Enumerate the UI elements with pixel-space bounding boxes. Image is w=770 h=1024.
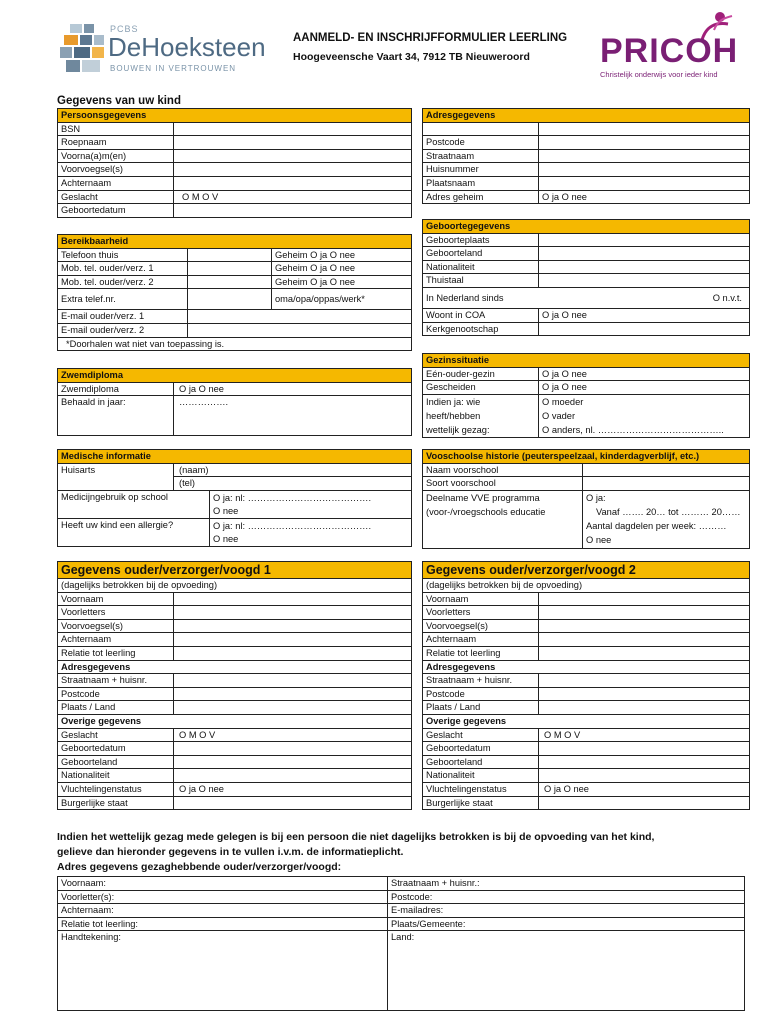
huisarts-spacer [58, 477, 174, 491]
ouder2-field-postcode[interactable] [539, 687, 750, 701]
field-achternaam[interactable] [174, 176, 412, 190]
adres-header: Adresgegevens [423, 109, 750, 123]
label-huisarts: Huisarts [58, 463, 174, 477]
vve-nee[interactable]: O nee [586, 534, 612, 545]
label-allergie: Heeft uw kind een allergie? [58, 518, 210, 546]
ouder1-field-voornaam[interactable] [174, 592, 412, 606]
allergie-nee[interactable]: O nee [213, 533, 239, 544]
gezag-line-1: Indien ja: wie [426, 396, 481, 407]
field-nationaliteit[interactable] [539, 260, 750, 274]
ouder2-label-geboortedatum: Geboortedatum [423, 742, 539, 756]
ouder1-field-burger[interactable] [174, 796, 412, 810]
label-roepnaam: Roepnaam [58, 136, 174, 150]
pricoh-name: PRICOH [600, 32, 739, 70]
gezag-voornaam[interactable]: Voornaam: [58, 877, 388, 891]
ouder2-label-burger: Burgerlijke staat [423, 796, 539, 810]
gezin-header: Gezinssituatie [423, 354, 750, 368]
label-voornamen: Voorna(a)m(en) [58, 149, 174, 163]
label-nederland-sinds: In Nederland sinds [426, 292, 504, 303]
gezag-options[interactable] [539, 394, 750, 437]
ouder1-label-voorvoegsel: Voorvoegsel(s) [58, 619, 174, 633]
ouder2-label-voorletters: Voorletters [423, 606, 539, 620]
field-geboortedatum[interactable] [174, 204, 412, 218]
ouder1-field-straat[interactable] [174, 674, 412, 688]
label-geslacht: Geslacht [58, 190, 174, 204]
voorschool-table [422, 449, 750, 549]
ouder1-label-straat: Straatnaam + huisnr. [58, 674, 174, 688]
gezag-vader[interactable]: O vader [542, 410, 576, 421]
gezag-anders[interactable]: O anders, nl. ………………………………….. [542, 424, 724, 435]
ouder1-field-achternaam[interactable] [174, 633, 412, 647]
ouder2-field-geboortedatum[interactable] [539, 742, 750, 756]
field-mob-2[interactable] [188, 275, 272, 289]
zwem-options[interactable]: O ja O nee [174, 382, 412, 396]
ouder2-adres-heading: Adresgegevens [423, 660, 750, 674]
logo-pricoh [598, 10, 748, 80]
ouder1-field-voorletters[interactable] [174, 606, 412, 620]
label-mob-1: Mob. tel. ouder/verz. 1 [58, 262, 188, 276]
logo-small-text: PCBS [110, 24, 139, 34]
gezag-line-3: wettelijk gezag: [426, 424, 490, 435]
zwemdiploma-table [57, 368, 412, 436]
label-soort-voorschool: Soort voorschool [423, 477, 583, 491]
label-mob-2: Mob. tel. ouder/verz. 2 [58, 275, 188, 289]
field-soort-voorschool[interactable] [583, 477, 750, 491]
zwem-header: Zwemdiploma [58, 369, 412, 383]
gezag-plaats[interactable]: Plaats/Gemeente: [388, 917, 745, 931]
ouder2-label-nationaliteit: Nationaliteit [423, 769, 539, 783]
persoon-header: Persoonsgegevens [58, 109, 412, 123]
field-thuistaal[interactable] [539, 274, 750, 288]
coa-options[interactable]: O ja O nee [539, 308, 750, 322]
vve-options[interactable] [583, 490, 750, 548]
ouder1-gender-options[interactable]: O M O V [174, 728, 412, 742]
label-extra-telefoon: Extra telef.nr. [58, 289, 188, 310]
ouder1-field-postcode[interactable] [174, 687, 412, 701]
geboorte-header: Geboortegegevens [423, 220, 750, 234]
field-huisarts-naam[interactable]: (naam) [174, 463, 412, 477]
field-huisarts-tel[interactable]: (tel) [174, 477, 412, 491]
gezag-moeder[interactable]: O moeder [542, 396, 584, 407]
label-gezag-wie [423, 394, 539, 437]
label-bsn: BSN [58, 122, 174, 136]
label-geboorteplaats: Geboorteplaats [423, 233, 539, 247]
gezag-voorletters[interactable]: Voorletter(s): [58, 890, 388, 904]
bereikbaarheid-table [57, 234, 412, 351]
adres-geheim-options[interactable]: O ja O nee [539, 190, 750, 204]
ouder2-gender-options[interactable]: O M O V [539, 728, 750, 742]
ouder1-label-postcode: Postcode [58, 687, 174, 701]
ouder2-table [422, 561, 750, 810]
adres-empty-field[interactable] [539, 122, 750, 136]
field-naam-voorschool[interactable] [583, 463, 750, 477]
ouder1-label-plaats: Plaats / Land [58, 701, 174, 715]
label-thuistaal: Thuistaal [423, 274, 539, 288]
ouder2-field-nationaliteit[interactable] [539, 769, 750, 783]
ouder1-field-relatie[interactable] [174, 646, 412, 660]
field-kerkgenootschap[interactable] [539, 322, 750, 336]
medische-table [57, 449, 412, 547]
field-straatnaam[interactable] [539, 149, 750, 163]
medicijn-ja[interactable]: O ja: nl: …………………………………. [213, 492, 372, 503]
label-plaatsnaam: Plaatsnaam [423, 176, 539, 190]
hoeksteen-blocks-icon [60, 22, 108, 74]
ouder1-label-burger: Burgerlijke staat [58, 796, 174, 810]
label-geboorteland: Geboorteland [423, 247, 539, 261]
gezag-line-2: heeft/hebben [426, 410, 481, 421]
ouder2-label-voornaam: Voornaam [423, 592, 539, 606]
nvt-option[interactable]: O n.v.t. [712, 292, 742, 303]
medisch-header: Medische informatie [58, 450, 412, 464]
label-behaald-jaar: Behaald in jaar: [58, 396, 174, 436]
label-gescheiden: Gescheiden [423, 381, 539, 395]
label-eenoudergezin: Eén-ouder-gezin [423, 367, 539, 381]
ouder1-adres-heading: Adresgegevens [58, 660, 412, 674]
ouder2-field-achternaam[interactable] [539, 633, 750, 647]
ouder2-label-straat: Straatnaam + huisnr. [423, 674, 539, 688]
vve-line-2: (voor-/vroegschools educatie [426, 506, 546, 517]
ouder1-vlucht-options[interactable]: O ja O nee [174, 782, 412, 796]
medicijn-nee[interactable]: O nee [213, 505, 239, 516]
ouder2-field-straat[interactable] [539, 674, 750, 688]
form-title: AANMELD- EN INSCHRIJFFORMULIER LEERLING [293, 32, 568, 44]
logo-hoeksteen [60, 22, 280, 78]
field-geboorteplaats[interactable] [539, 233, 750, 247]
field-geboorteland[interactable] [539, 247, 750, 261]
ouder2-label-geslacht: Geslacht [423, 728, 539, 742]
ouder2-field-voorvoegsel[interactable] [539, 619, 750, 633]
vve-ja[interactable]: O ja: [586, 492, 606, 503]
label-voorvoegsel: Voorvoegsel(s) [58, 163, 174, 177]
ouder2-label-achternaam: Achternaam [423, 633, 539, 647]
allergie-options[interactable] [210, 518, 412, 546]
label-straatnaam: Straatnaam [423, 149, 539, 163]
gezag-table [57, 876, 745, 1011]
geheim-mob-1[interactable]: Geheim O ja O nee [272, 262, 412, 276]
label-kerkgenootschap: Kerkgenootschap [423, 322, 539, 336]
geboortegegevens-table [422, 219, 750, 336]
ouder1-field-geboortedatum[interactable] [174, 742, 412, 756]
field-huisnummer[interactable] [539, 163, 750, 177]
field-extra-telefoon[interactable] [188, 289, 272, 310]
ouder2-field-geboorteland[interactable] [539, 755, 750, 769]
label-postcode: Postcode [423, 136, 539, 150]
gezag-land[interactable]: Land: [388, 931, 745, 1011]
ouder2-field-voornaam[interactable] [539, 592, 750, 606]
field-telefoon-thuis[interactable] [188, 248, 272, 262]
geheim-mob-2[interactable]: Geheim O ja O nee [272, 275, 412, 289]
gezag-postcode[interactable]: Postcode: [388, 890, 745, 904]
label-zwemdiploma: Zwemdiploma [58, 382, 174, 396]
bereik-footnote: *Doorhalen wat niet van toepassing is. [58, 337, 412, 351]
gezinssituatie-table [422, 353, 750, 438]
label-huisnummer: Huisnummer [423, 163, 539, 177]
ouder1-sub: (dagelijks betrokken bij de opvoeding) [58, 579, 412, 593]
label-achternaam: Achternaam [58, 176, 174, 190]
logo-name: DeHoeksteen [108, 32, 266, 62]
gender-options[interactable]: O M O V [174, 190, 412, 204]
extra-who[interactable]: oma/opa/oppas/werk* [272, 289, 412, 310]
allergie-ja[interactable]: O ja: nl: …………………………………. [213, 520, 372, 531]
gezag-email[interactable]: E-mailadres: [388, 904, 745, 918]
ouder2-label-geboorteland: Geboorteland [423, 755, 539, 769]
label-adres-geheim: Adres geheim [423, 190, 539, 204]
ouder1-label-geslacht: Geslacht [58, 728, 174, 742]
label-nationaliteit: Nationaliteit [423, 260, 539, 274]
field-voorvoegsel[interactable] [174, 163, 412, 177]
ouder2-overig-heading: Overige gegevens [423, 714, 750, 728]
field-mob-1[interactable] [188, 262, 272, 276]
school-address: Hoogeveensche Vaart 34, 7912 TB Nieuweroord [293, 51, 530, 63]
ouder1-overig-heading: Overige gegevens [58, 714, 412, 728]
ouder1-table [57, 561, 412, 810]
ouder2-label-postcode: Postcode [423, 687, 539, 701]
eenouder-options[interactable]: O ja O nee [539, 367, 750, 381]
nederland-sinds-row[interactable] [423, 287, 750, 308]
vve-dagdelen[interactable]: Aantal dagdelen per week: ……… [586, 520, 727, 531]
label-geboortedatum: Geboortedatum [58, 204, 174, 218]
ouder1-header: Gegevens ouder/verzorger/voogd 1 [58, 562, 412, 579]
geheim-telefoon-thuis[interactable]: Geheim O ja O nee [272, 248, 412, 262]
gescheiden-options[interactable]: O ja O nee [539, 381, 750, 395]
ouder2-field-voorletters[interactable] [539, 606, 750, 620]
vve-line-1: Deelname VVE programma [426, 492, 540, 503]
bereik-header: Bereikbaarheid [58, 235, 412, 249]
ouder1-label-vlucht: Vluchtelingenstatus [58, 782, 174, 796]
gezag-straat[interactable]: Straatnaam + huisnr.: [388, 877, 745, 891]
kind-section-title: Gegevens van uw kind [57, 95, 181, 107]
persoonsgegevens-table [57, 108, 412, 218]
field-email-1[interactable] [188, 310, 412, 324]
adres-empty-label [423, 122, 539, 136]
label-naam-voorschool: Naam voorschool [423, 463, 583, 477]
field-behaald-jaar[interactable]: ……………. [174, 396, 412, 436]
field-postcode[interactable] [539, 136, 750, 150]
ouder1-label-nationaliteit: Nationaliteit [58, 769, 174, 783]
ouder1-label-achternaam: Achternaam [58, 633, 174, 647]
label-vve [423, 490, 583, 548]
ouder2-field-relatie[interactable] [539, 646, 750, 660]
vve-vanaf-tot[interactable]: Vanaf ……. 20… tot ……… 20…… [596, 506, 741, 517]
gezag-note-1: Indien het wettelijk gezag mede gelegen is bij een persoon die niet dagelijks betrokken is bij de opvoeding van het kind, [57, 831, 655, 843]
ouder2-label-plaats: Plaats / Land [423, 701, 539, 715]
adresgegevens-table [422, 108, 750, 204]
ouder2-vlucht-options[interactable]: O ja O nee [539, 782, 750, 796]
field-plaatsnaam[interactable] [539, 176, 750, 190]
ouder2-label-relatie: Relatie tot leerling [423, 646, 539, 660]
gezag-relatie[interactable]: Relatie tot leerling: [58, 917, 388, 931]
medicijn-options[interactable] [210, 490, 412, 518]
logo-tagline: BOUWEN IN VERTROUWEN [110, 64, 237, 73]
ouder2-label-voorvoegsel: Voorvoegsel(s) [423, 619, 539, 633]
label-coa: Woont in COA [423, 308, 539, 322]
field-email-2[interactable] [188, 323, 412, 337]
ouder1-label-geboortedatum: Geboortedatum [58, 742, 174, 756]
ouder2-header: Gegevens ouder/verzorger/voogd 2 [423, 562, 750, 579]
label-telefoon-thuis: Telefoon thuis [58, 248, 188, 262]
ouder1-label-relatie: Relatie tot leerling [58, 646, 174, 660]
gezag-note-2: gelieve dan hieronder gegevens in te vullen i.v.m. de informatieplicht. [57, 846, 404, 858]
field-voornamen[interactable] [174, 149, 412, 163]
ouder2-field-burger[interactable] [539, 796, 750, 810]
ouder2-field-plaats[interactable] [539, 701, 750, 715]
ouder1-label-voornaam: Voornaam [58, 592, 174, 606]
gezag-title: Adres gegevens gezaghebbende ouder/verzorger/voogd: [57, 861, 342, 873]
field-roepnaam[interactable] [174, 136, 412, 150]
field-bsn[interactable] [174, 122, 412, 136]
ouder1-field-plaats[interactable] [174, 701, 412, 715]
gezag-handtekening[interactable]: Handtekening: [58, 931, 388, 1011]
ouder1-field-voorvoegsel[interactable] [174, 619, 412, 633]
gezag-achternaam[interactable]: Achternaam: [58, 904, 388, 918]
voorschool-header: Vooschoolse historie (peuterspeelzaal, kinderdagverblijf, etc.) [423, 450, 750, 464]
ouder1-field-nationaliteit[interactable] [174, 769, 412, 783]
pricoh-tagline: Christelijk onderwijs voor ieder kind [600, 70, 718, 79]
ouder1-label-geboorteland: Geboorteland [58, 755, 174, 769]
label-email-1: E-mail ouder/verz. 1 [58, 310, 188, 324]
label-medicijngebruik: Medicijngebruik op school [58, 490, 210, 518]
ouder2-label-vlucht: Vluchtelingenstatus [423, 782, 539, 796]
ouder1-field-geboorteland[interactable] [174, 755, 412, 769]
label-email-2: E-mail ouder/verz. 2 [58, 323, 188, 337]
ouder2-sub: (dagelijks betrokken bij de opvoeding) [423, 579, 750, 593]
ouder1-label-voorletters: Voorletters [58, 606, 174, 620]
